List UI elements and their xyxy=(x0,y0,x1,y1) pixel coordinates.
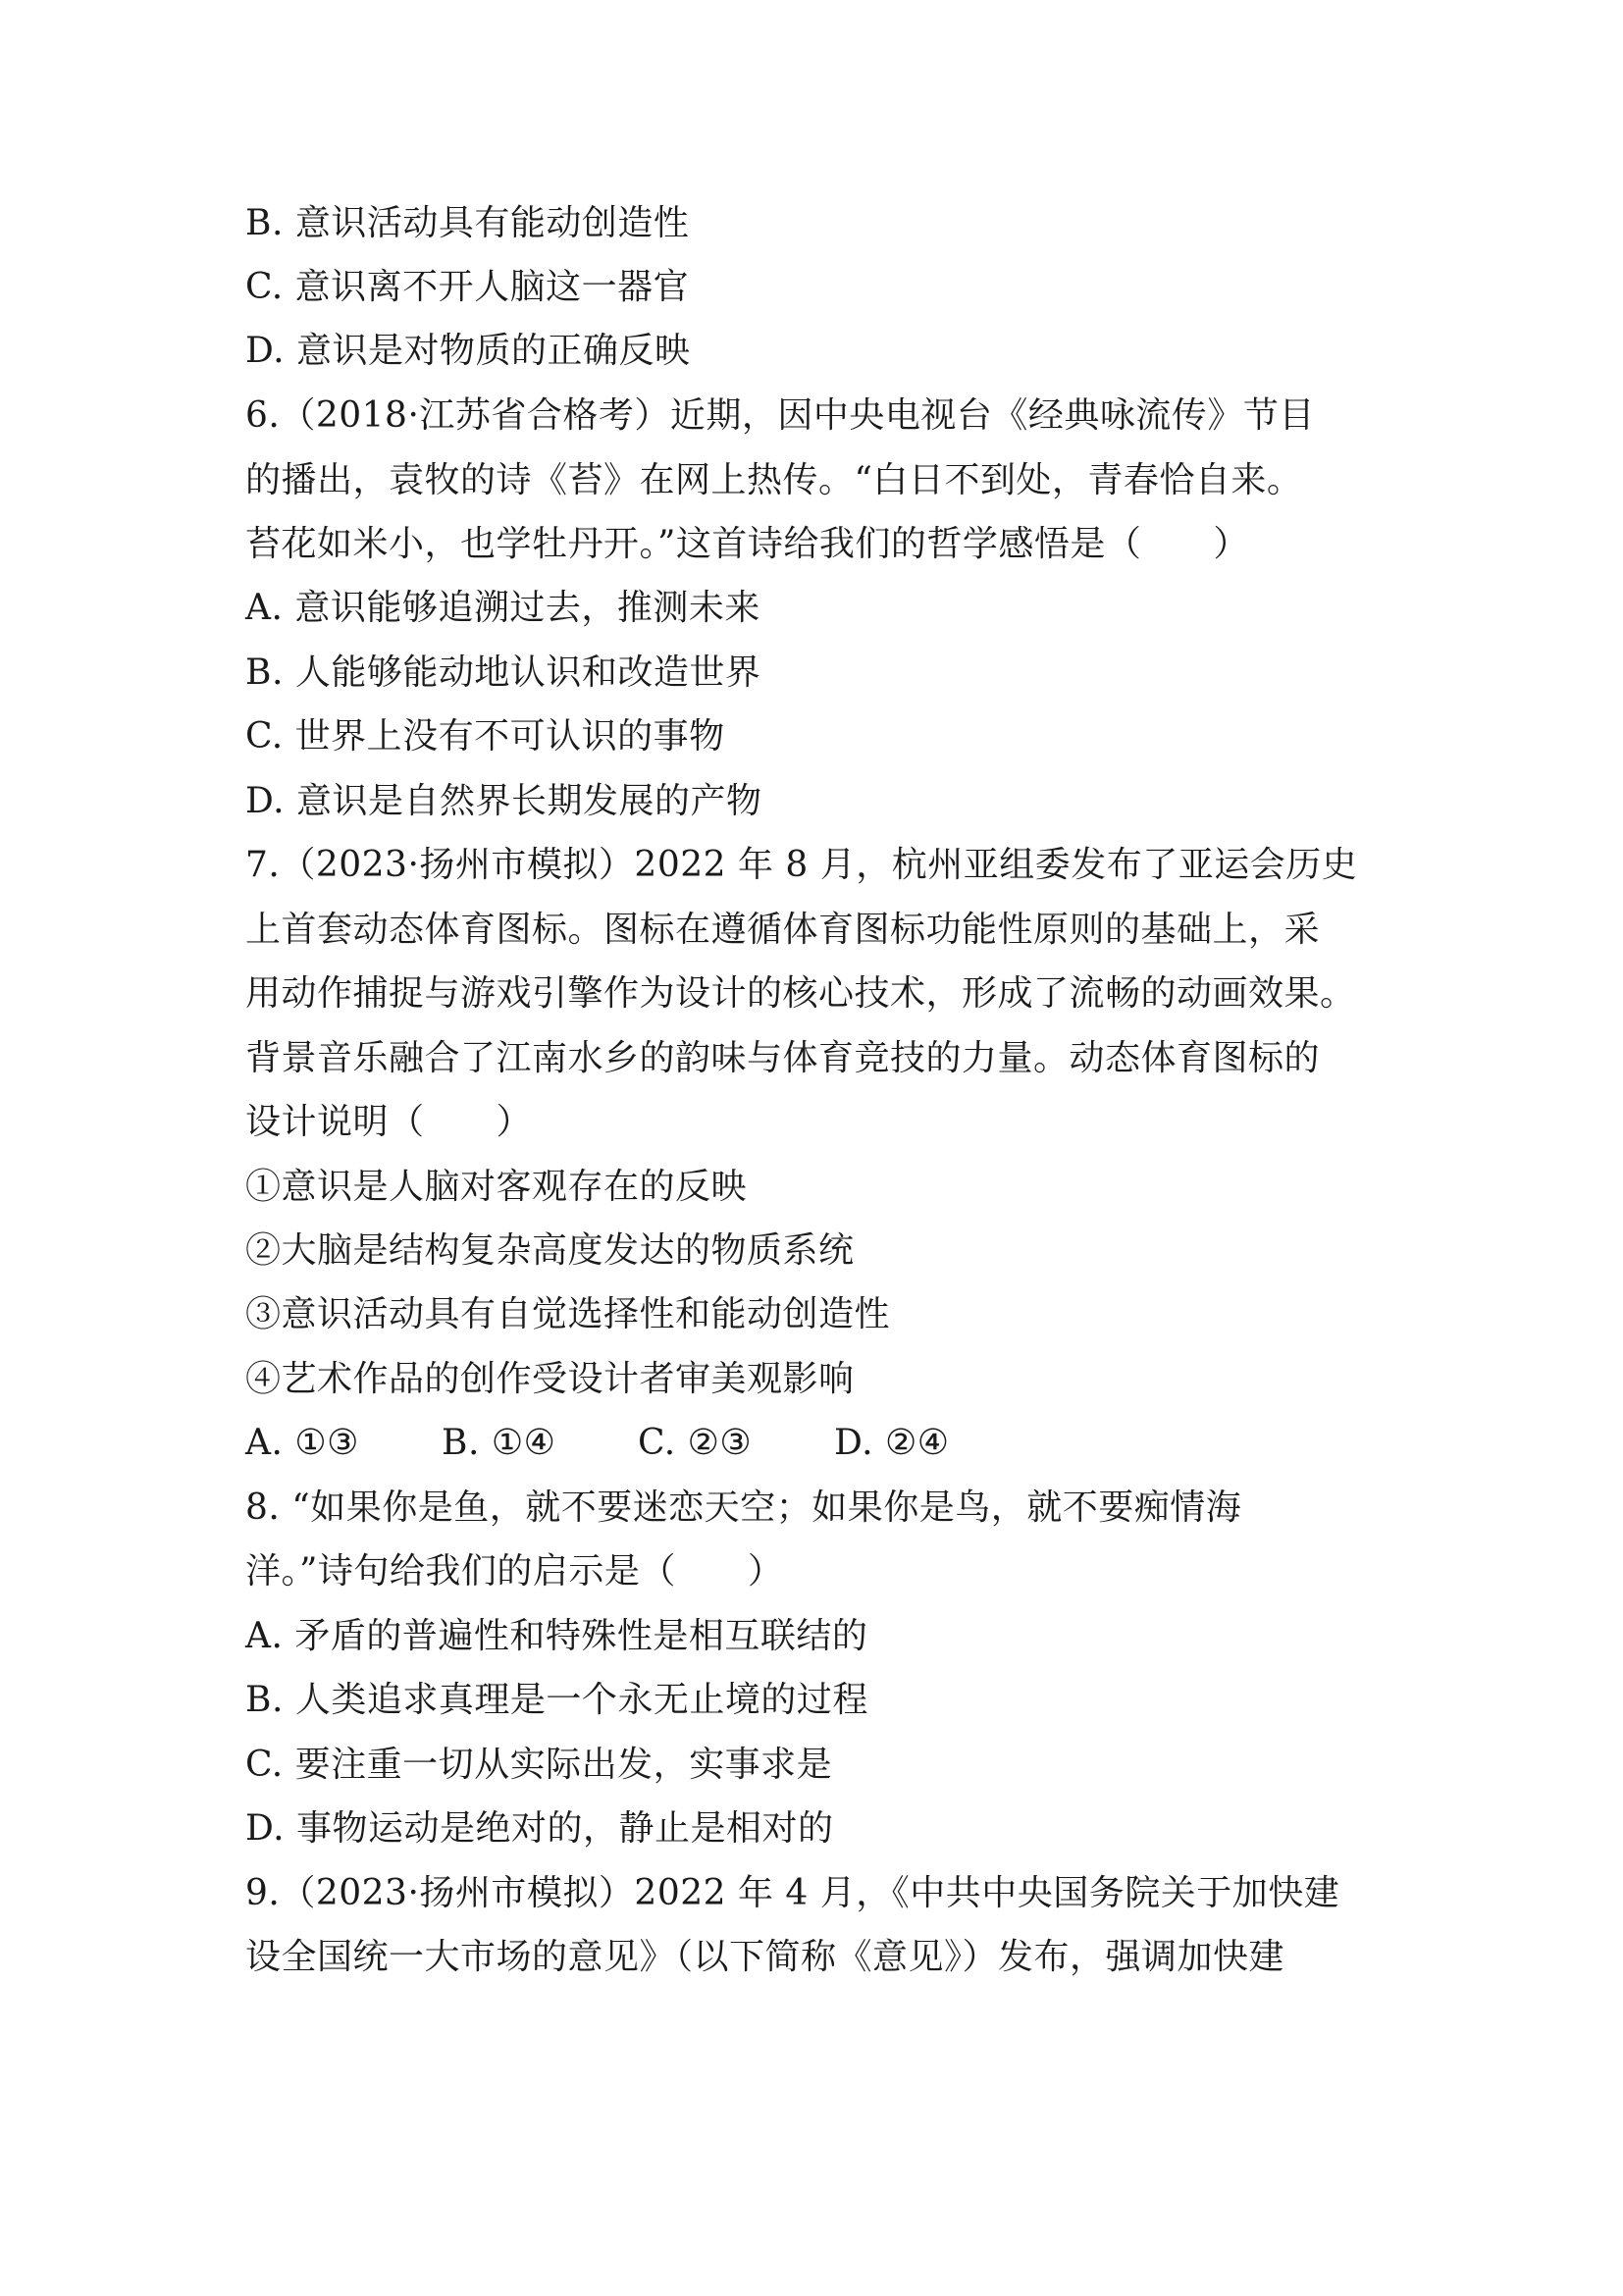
q8-option-a: A. 矛盾的普遍性和特殊性是相互联结的 xyxy=(245,1616,868,1656)
q6-stem-line-1: 6.（2018·江苏省合格考）近期，因中央电视台《经典咏流传》节目 xyxy=(245,395,1315,436)
q6-stem-line-3: 苔花如米小，也学牡丹开。”这首诗给我们的哲学感悟是（ ） xyxy=(245,524,1249,564)
q5-option-d: D. 意识是对物质的正确反映 xyxy=(245,331,691,371)
q7-option-c: C. ②③ xyxy=(638,1423,753,1463)
q6-option-c: C. 世界上没有不可认识的事物 xyxy=(245,716,725,757)
q7-options-row xyxy=(245,1422,1423,1465)
q7-stem-line-3: 用动作捕捉与游戏引擎作为设计的核心技术，形成了流畅的动画效果。 xyxy=(245,973,1356,1014)
q7-stem-line-5: 设计说明（ ） xyxy=(245,1102,533,1142)
q7-statement-2: ②大脑是结构复杂高度发达的物质系统 xyxy=(245,1230,855,1271)
q7-stem-line-4: 背景音乐融合了江南水乡的韵味与体育竞技的力量。动态体育图标的 xyxy=(245,1038,1321,1078)
q9-stem-line-1: 9.（2023·扬州市模拟）2022 年 4 月，《中共中央国务院关于加快建 xyxy=(245,1873,1340,1913)
q6-option-d: D. 意识是自然界长期发展的产物 xyxy=(245,781,762,821)
q6-stem-line-2: 的播出，袁牧的诗《苔》在网上热传。“白日不到处，青春恰自来。 xyxy=(245,460,1303,500)
q7-statement-1: ①意识是人脑对客观存在的反映 xyxy=(245,1167,748,1207)
q7-stem-line-2: 上首套动态体育图标。图标在遵循体育图标功能性原则的基础上，采 xyxy=(245,910,1321,950)
q7-stem-line-1: 7.（2023·扬州市模拟）2022 年 8 月，杭州亚组委发布了亚运会历史 xyxy=(245,845,1358,885)
q8-option-c: C. 要注重一切从实际出发，实事求是 xyxy=(245,1745,833,1785)
q7-option-d: D. ②④ xyxy=(834,1423,950,1463)
q5-option-b: B. 意识活动具有能动创造性 xyxy=(245,203,690,243)
q6-option-a: A. 意识能够追溯过去，推测未来 xyxy=(245,588,760,628)
q7-statement-3: ③意识活动具有自觉选择性和能动创造性 xyxy=(245,1294,891,1334)
q7-option-b: B. ①④ xyxy=(442,1423,556,1463)
q6-option-b: B. 人能够能动地认识和改造世界 xyxy=(245,652,761,693)
q9-stem-line-2: 设全国统一大市场的意见》（以下简称《意见》）发布，强调加快建 xyxy=(245,1937,1285,1977)
q7-statement-4: ④艺术作品的创作受设计者审美观影响 xyxy=(245,1359,855,1399)
q5-option-c: C. 意识离不开人脑这一器官 xyxy=(245,267,690,307)
q8-stem-line-2: 洋。”诗句给我们的启示是（ ） xyxy=(245,1551,784,1592)
q8-option-b: B. 人类追求真理是一个永无止境的过程 xyxy=(245,1680,868,1720)
q7-option-a: A. ①③ xyxy=(245,1423,359,1463)
q8-option-d: D. 事物运动是绝对的，静止是相对的 xyxy=(245,1808,834,1849)
q8-stem-line-1: 8. “如果你是鱼，就不要迷恋天空；如果你是鸟，就不要痴情海 xyxy=(245,1487,1242,1528)
